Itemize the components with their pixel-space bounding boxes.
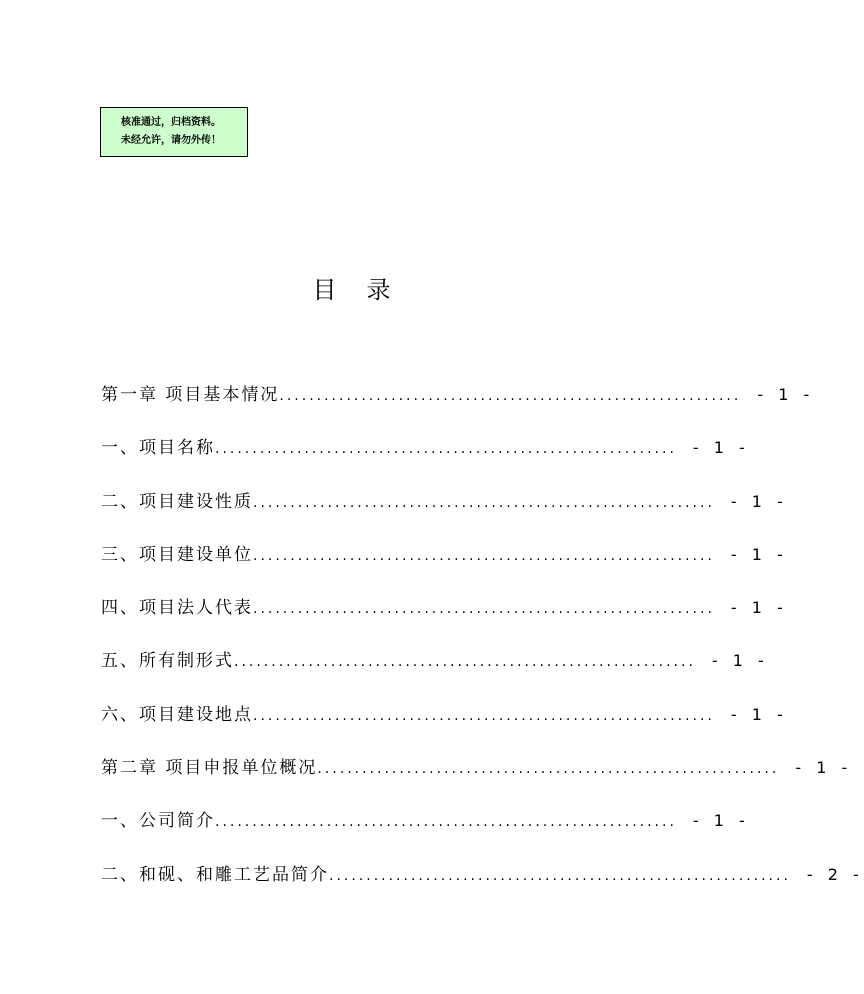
toc-entry-label: 六、项目建设地点	[101, 704, 253, 725]
toc-entry-page: - 1 -	[692, 811, 750, 831]
toc-leader-dots: ..............................................................	[253, 601, 715, 618]
toc-entry[interactable]	[101, 806, 750, 859]
toc-entry-label: 四、项目法人代表	[101, 598, 253, 619]
stamp-line-1: 核准通过，归档资料。	[121, 117, 221, 128]
toc-entry-page: - 1 -	[730, 598, 788, 618]
toc-entry[interactable]	[101, 593, 788, 646]
toc-entry-label: 二、和砚、和雕工艺品简介	[101, 864, 329, 885]
toc-entry-label: 一、项目名称	[101, 438, 215, 459]
toc-leader-dots: ..............................................................	[317, 761, 780, 778]
toc-entry-page: - 1 -	[730, 544, 788, 564]
toc-entry[interactable]	[101, 646, 769, 699]
toc-entry-label: 第二章 项目申报单位概况	[101, 758, 318, 779]
toc-entry-page: - 1 -	[692, 438, 750, 458]
toc-leader-dots: ..............................................................	[215, 441, 677, 458]
toc-entry-page: - 1 -	[757, 385, 815, 404]
toc-leader-dots: ..............................................................	[253, 494, 715, 511]
toc-entry-page: - 1 -	[730, 491, 788, 511]
toc-leader-dots: ..............................................................	[234, 654, 696, 671]
toc-entry-label: 二、项目建设性质	[101, 491, 253, 512]
toc-entry[interactable]	[101, 753, 853, 806]
toc-entry-label: 三、项目建设单位	[101, 544, 253, 565]
toc-leader-dots: ..............................................................	[253, 707, 715, 724]
toc-entry-label: 一、公司简介	[101, 811, 215, 832]
toc-leader-dots: ..............................................................	[329, 867, 791, 884]
toc-entry[interactable]	[101, 700, 788, 753]
table-of-contents	[101, 380, 864, 913]
toc-leader-dots: ..............................................................	[215, 814, 677, 831]
toc-leader-dots: ..............................................................	[279, 388, 742, 404]
approval-stamp	[100, 107, 248, 157]
toc-entry-label: 五、所有制形式	[101, 651, 234, 672]
toc-entry[interactable]	[101, 860, 864, 913]
toc-leader-dots: ..............................................................	[253, 547, 715, 564]
toc-entry[interactable]	[101, 380, 815, 433]
toc-entry-page: - 2 -	[806, 864, 864, 884]
stamp-line-2: 未经允许，请勿外传！	[121, 135, 221, 146]
toc-entry[interactable]	[101, 540, 788, 593]
toc-entry[interactable]	[101, 433, 750, 486]
toc-entry-page: - 1 -	[795, 758, 853, 778]
toc-title: 目录	[312, 276, 421, 304]
toc-entry[interactable]	[101, 487, 788, 540]
toc-entry-page: - 1 -	[711, 651, 769, 671]
toc-entry-label: 第一章 项目基本情况	[101, 385, 280, 405]
toc-entry-page: - 1 -	[730, 704, 788, 724]
